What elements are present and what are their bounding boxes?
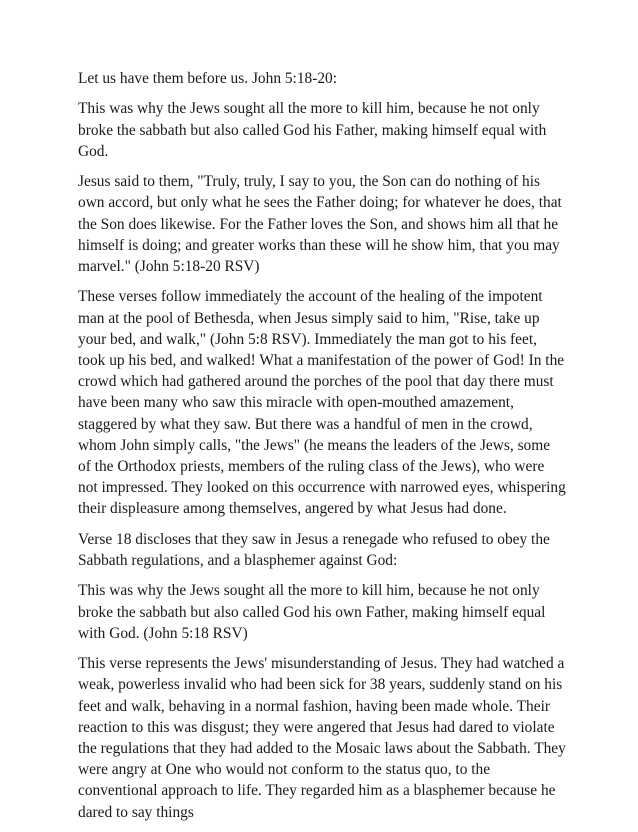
paragraph-quote-john-5-18: This was why the Jews sought all the more to kill him, because he not only broke the sabbath but also called God his Father, making himself equal with God. [78, 100, 547, 160]
paragraph-misunderstanding: This verse represents the Jews' misunderstanding of Jesus. They had watched a weak, powerless invalid who had been sick for 38 years, suddenly stand on his feet and walk, behaving in a normal fashion, having been made whole. Their reaction to this was disgust; they were angered that Jesus had dared to violate the regulations that they had added to the Mosaic laws about the Sabbath. They were angry at One who would not conform to the status quo, to the conventional approach to life. They regarded him as a blasphemer because he dared to say things [78, 655, 566, 821]
paragraph-intro: Let us have them before us. John 5:18-20: [78, 70, 338, 87]
paragraph-bethesda-account: These verses follow immediately the account of the healing of the impotent man at the pool of Bethesda, when Jesus simply said to him, "Rise, take up your bed, and walk," (John 5:8 RSV). Immediately the man got to his feet, took up his bed, and walked! What a manifestation of the power of God! In the crowd which had gathered around the porches of the pool that day there must have been many who saw this miracle with open-mouthed amazement, staggered by what they saw. But there was a handful of men in the crowd, whom John simply calls, "the Jews" (he means the leaders of the Jews, some of the Orthodox priests, members of the ruling class of the Jews), who were not impressed. They looked on this occurrence with narrowed eyes, whispering their displeasure among themselves, angered by what Jesus had done. [78, 288, 566, 518]
paragraph-quote-john-5-19-20: Jesus said to them, "Truly, truly, I say to you, the Son can do nothing of his own accord, but only what he sees the Father doing; for whatever he does, that the Son does likewise. For the Father loves the Son, and shows him all that he himself is doing; and greater works than these will he show him, that you may marvel." (John 5:18-20 RSV) [78, 173, 562, 275]
paragraph-quote-john-5-18-repeat: This was why the Jews sought all the more to kill him, because he not only broke the sabbath but also called God his own Father, making himself equal with God. (John 5:18 RSV) [78, 582, 546, 642]
paragraph-verse-18-intro: Verse 18 discloses that they saw in Jesus a renegade who refused to obey the Sabbath regulations, and a blasphemer against God: [78, 530, 550, 570]
document-page [78, 68, 566, 832]
